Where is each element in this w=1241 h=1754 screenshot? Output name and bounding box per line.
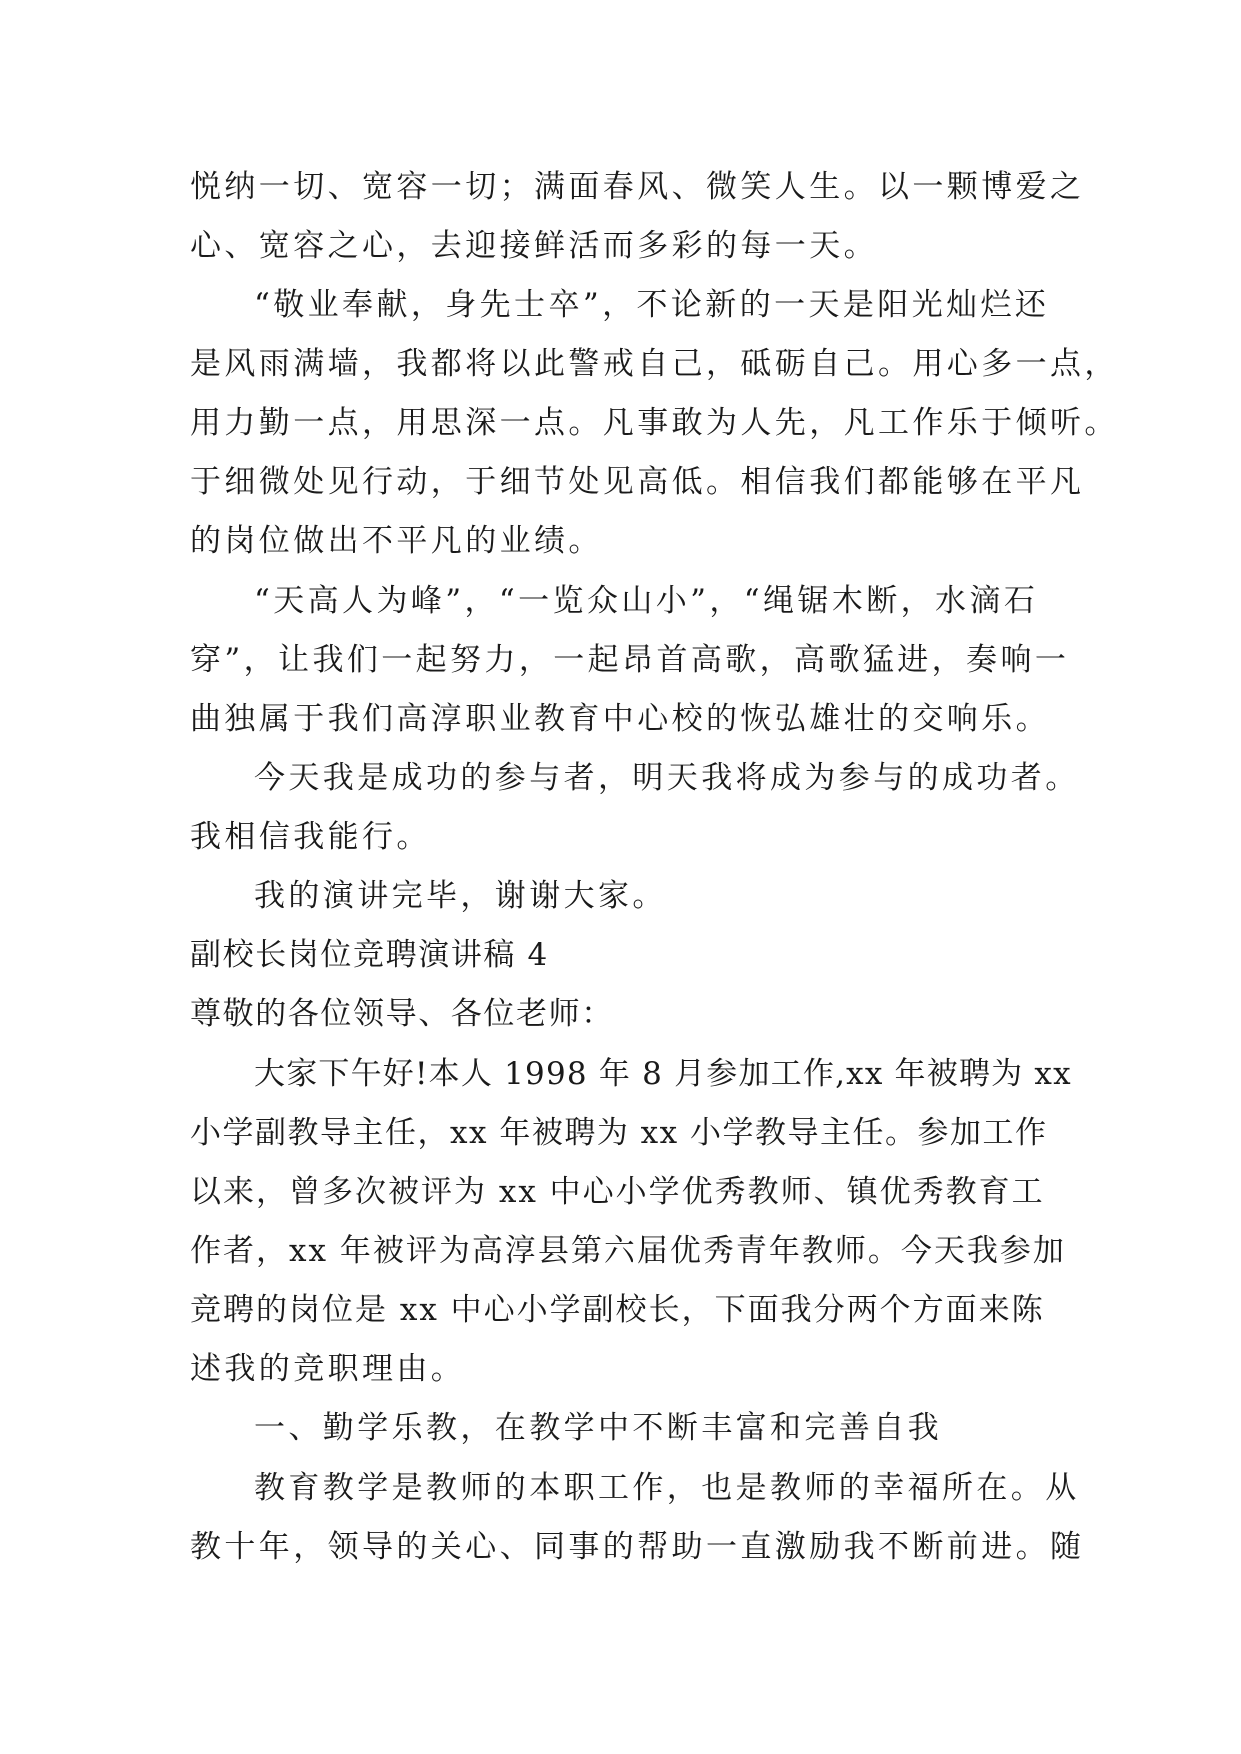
paragraph-line: 我的演讲完毕，谢谢大家。: [254, 878, 667, 914]
paragraph-line: 曲独属于我们高淳职业教育中心校的恢弘雄壮的交响乐。: [190, 701, 1050, 737]
paragraph-line: “敬业奉献，身先士卒”，不论新的一天是阳光灿烂还: [254, 287, 1050, 323]
paragraph-line: 于细微处见行动，于细节处见高低。相信我们都能够在平凡: [190, 464, 1085, 500]
paragraph-line: “天高人为峰”，“一览众山小”，“绳锯木断，水滴石: [254, 583, 1039, 619]
paragraph-line: 教十年，领导的关心、同事的帮助一直激励我不断前进。随: [190, 1529, 1085, 1565]
paragraph-line: 我相信我能行。: [190, 819, 431, 855]
paragraph-line: 教育教学是教师的本职工作，也是教师的幸福所在。从: [254, 1470, 1080, 1506]
paragraph-line: 穿”，让我们一起努力，一起昂首高歌，高歌猛进，奏响一: [190, 642, 1070, 678]
section-title: 副校长岗位竞聘演讲稿 4: [190, 937, 549, 973]
paragraph-line: 以来，曾多次被评为 xx 中心小学优秀教师、镇优秀教育工: [190, 1174, 1045, 1210]
paragraph-line: 小学副教导主任，xx 年被聘为 xx 小学教导主任。参加工作: [190, 1115, 1048, 1151]
paragraph-line: 竞聘的岗位是 xx 中心小学副校长，下面我分两个方面来陈: [190, 1292, 1045, 1328]
paragraph-line: 大家下午好!本人 1998 年 8 月参加工作,xx 年被聘为 xx: [254, 1056, 1072, 1092]
paragraph-line: 述我的竞职理由。: [190, 1351, 466, 1387]
paragraph-line: 今天我是成功的参与者，明天我将成为参与的成功者。: [254, 760, 1080, 796]
salutation: 尊敬的各位领导、各位老师：: [190, 996, 614, 1032]
paragraph-line: 心、宽容之心，去迎接鲜活而多彩的每一天。: [190, 228, 878, 264]
paragraph-line: 是风雨满墙，我都将以此警戒自己，砥砺自己。用心多一点，: [190, 346, 1119, 382]
paragraph-line: 用力勤一点，用思深一点。凡事敢为人先，凡工作乐于倾听。: [190, 405, 1119, 441]
paragraph-line: 作者，xx 年被评为高淳县第六届优秀青年教师。今天我参加: [190, 1233, 1066, 1269]
paragraph-line: 的岗位做出不平凡的业绩。: [190, 523, 603, 559]
subsection-heading: 一、勤学乐教，在教学中不断丰富和完善自我: [254, 1410, 942, 1446]
paragraph-line: 悦纳一切、宽容一切；满面春风、微笑人生。以一颗博爱之: [190, 169, 1085, 205]
